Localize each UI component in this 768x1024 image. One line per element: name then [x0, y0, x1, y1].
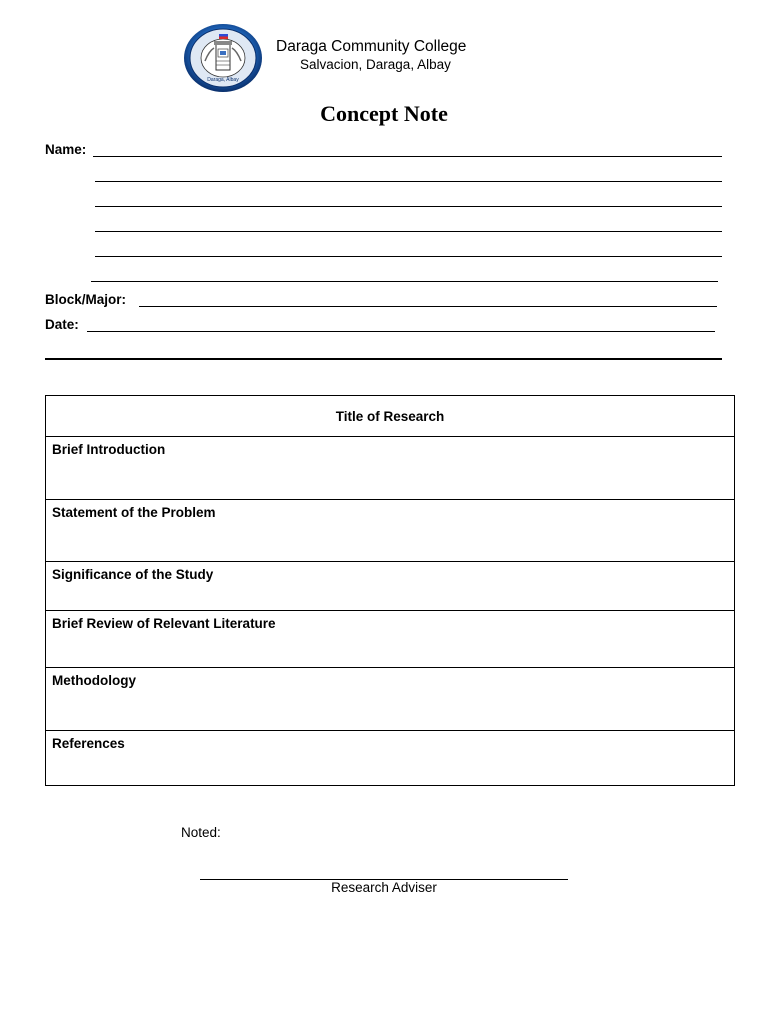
date-label: Date: — [45, 317, 79, 332]
block-major-line[interactable] — [139, 306, 717, 307]
name-line-5[interactable] — [95, 256, 722, 257]
college-logo — [183, 23, 263, 93]
section-label: Significance of the Study — [52, 567, 214, 582]
section-label: Methodology — [52, 673, 136, 688]
noted-label: Noted: — [181, 825, 221, 840]
methodology-cell[interactable] — [46, 668, 735, 731]
concept-note-table — [45, 395, 735, 786]
name-label: Name: — [45, 142, 87, 157]
section-label: Brief Review of Relevant Literature — [52, 616, 276, 631]
significance-cell[interactable] — [46, 562, 735, 611]
literature-review-cell[interactable] — [46, 611, 735, 668]
date-line[interactable] — [87, 331, 715, 332]
name-line[interactable] — [93, 156, 722, 157]
research-title-cell[interactable]: Title of Research — [46, 396, 735, 437]
logo-ring-text-bottom: Daraga, Albay — [207, 77, 239, 83]
section-divider — [45, 358, 722, 360]
document-title: Concept Note — [320, 101, 448, 126]
name-line-3[interactable] — [95, 206, 722, 207]
statement-of-problem-cell[interactable] — [46, 500, 735, 562]
signatory-role: Research Adviser — [331, 880, 437, 895]
name-line-2[interactable] — [95, 181, 722, 182]
section-label: References — [52, 736, 125, 751]
block-major-label: Block/Major: — [45, 292, 127, 307]
section-label: Statement of the Problem — [52, 505, 216, 520]
college-name: Daraga Community College — [276, 38, 467, 55]
name-line-6[interactable] — [91, 281, 718, 282]
references-cell[interactable] — [46, 731, 735, 786]
college-address: Salvacion, Daraga, Albay — [300, 57, 451, 72]
section-label: Brief Introduction — [52, 442, 166, 457]
college-seal-icon — [183, 23, 263, 93]
brief-introduction-cell[interactable] — [46, 437, 735, 500]
name-line-4[interactable] — [95, 231, 722, 232]
